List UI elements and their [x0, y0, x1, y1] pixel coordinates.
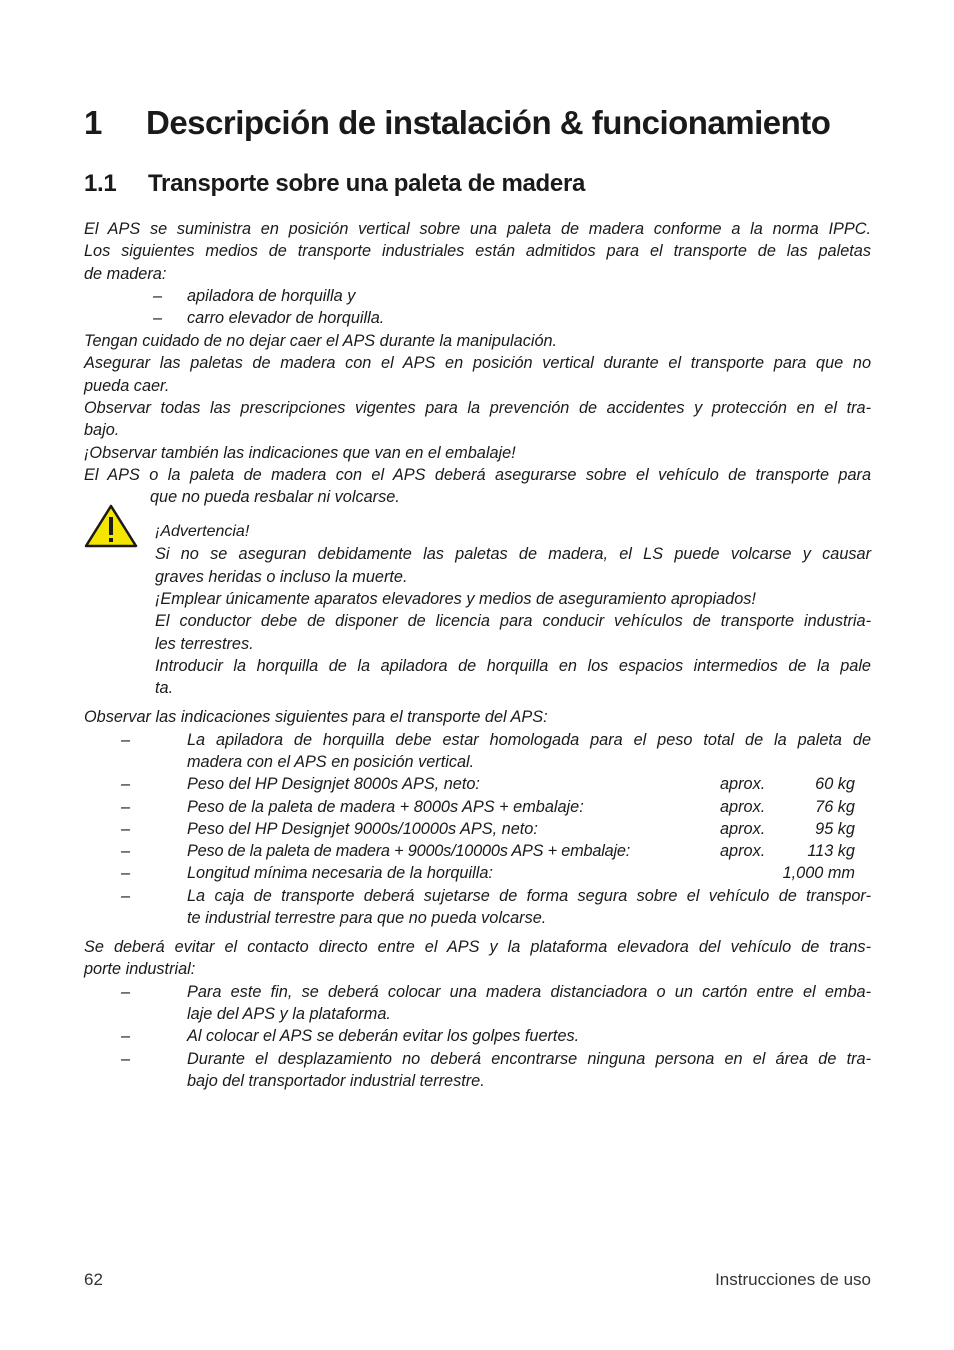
warning-line: les terrestres.	[155, 635, 254, 653]
list-item: carro elevador de horquilla.	[187, 309, 385, 327]
list-item: La caja de transporte deberá sujetarse de forma segura sobre el vehículo de transpor-	[187, 887, 871, 905]
list-item: bajo del transportador industrial terrestre.	[187, 1072, 485, 1090]
weight-approx: aprox.	[720, 820, 766, 838]
paragraph-line: bajo.	[84, 421, 120, 439]
weight-approx: aprox.	[720, 775, 766, 793]
warning-title: ¡Advertencia!	[155, 523, 250, 540]
list-dash: –	[121, 983, 131, 1001]
warning-line: El conductor debe de disponer de licencia para conducir vehículos de transporte industria-	[155, 612, 871, 630]
warning-line: ta.	[155, 679, 174, 697]
subsection-title: Transporte sobre una paleta de madera	[148, 170, 586, 197]
paragraph-line: Se deberá evitar el contacto directo entre el APS y la plataforma elevadora del vehículo de trans-	[84, 938, 871, 956]
list-dash: –	[121, 1050, 131, 1068]
list-item: laje del APS y la plataforma.	[187, 1005, 391, 1023]
list-dash: –	[121, 887, 131, 905]
weight-label: Peso del HP Designjet 8000s APS, neto:	[187, 775, 480, 793]
paragraph-line: El APS o la paleta de madera con el APS deberá asegurarse sobre el vehículo de transporte para	[84, 466, 871, 484]
list-dash: –	[121, 798, 131, 816]
weight-value: 113 kg	[807, 842, 855, 860]
list-item: Durante el desplazamiento no deberá encontrarse ninguna persona en el área de tra-	[187, 1050, 871, 1068]
paragraph-line: Asegurar las paletas de madera con el APS en posición vertical durante el transporte para que no	[84, 354, 871, 372]
notes-intro: Observar las indicaciones siguientes para el transporte del APS:	[84, 708, 548, 726]
paragraph-line: porte industrial:	[84, 960, 196, 978]
section-title: Descripción de instalación & funcionamiento	[146, 104, 831, 141]
warning-line: Si no se aseguran debidamente las paletas de madera, el LS puede volcarse y causar	[155, 545, 871, 563]
paragraph-line: Tengan cuidado de no dejar caer el APS durante la manipulación.	[84, 332, 558, 350]
list-dash: –	[121, 820, 131, 838]
weight-value: 95 kg	[815, 820, 855, 838]
list-item: Al colocar el APS se deberán evitar los golpes fuertes.	[187, 1027, 580, 1045]
paragraph-line: Observar todas las prescripciones vigentes para la prevención de accidentes y protección en el tra-	[84, 399, 871, 417]
document-title: Instrucciones de uso	[715, 1270, 871, 1289]
page-number: 62	[84, 1270, 103, 1289]
warning-line: graves heridas o incluso la muerte.	[155, 568, 408, 586]
list-item: La apiladora de horquilla debe estar homologada para el peso total de la paleta de	[187, 731, 871, 749]
fork-length-value: 1,000 mm	[782, 864, 855, 882]
warning-line: ¡Emplear únicamente aparatos elevadores y medios de aseguramiento apropiados!	[155, 590, 756, 608]
list-dash: –	[153, 287, 163, 305]
list-dash: –	[121, 775, 131, 793]
list-dash: –	[121, 864, 131, 882]
subsection-number: 1.1	[84, 170, 117, 197]
weight-value: 60 kg	[815, 775, 855, 793]
weight-approx: aprox.	[720, 842, 766, 860]
subsection-heading	[84, 170, 585, 198]
paragraph-line: que no pueda resbalar ni volcarse.	[150, 488, 400, 506]
paragraph-line: ¡Observar también las indicaciones que van en el embalaje!	[84, 444, 516, 462]
section-heading	[84, 104, 830, 142]
paragraph-line: pueda caer.	[84, 377, 170, 395]
intro-line: Los siguientes medios de transporte industriales están admitidos para el transporte de las paletas	[84, 242, 871, 260]
weight-approx: aprox.	[720, 798, 766, 816]
section-number: 1	[84, 104, 102, 141]
fork-length-label: Longitud mínima necesaria de la horquilla:	[187, 864, 493, 882]
weight-label: Peso de la paleta de madera + 8000s APS + embalaje:	[187, 798, 584, 816]
list-dash: –	[121, 842, 131, 860]
weight-label: Peso del HP Designjet 9000s/10000s APS, neto:	[187, 820, 538, 838]
list-item: madera con el APS en posición vertical.	[187, 753, 475, 771]
list-dash: –	[153, 309, 163, 327]
weight-value: 76 kg	[815, 798, 855, 816]
warning-triangle-icon	[84, 504, 138, 548]
list-dash: –	[121, 1027, 131, 1045]
list-item: Para este fin, se deberá colocar una madera distanciadora o un cartón entre el emba-	[187, 983, 871, 1001]
list-item: te industrial terrestre para que no pueda volcarse.	[187, 909, 547, 927]
list-dash: –	[121, 731, 131, 749]
intro-line: El APS se suministra en posición vertical sobre una paleta de madera conforme a la norma IPPC.	[84, 220, 871, 238]
warning-line: Introducir la horquilla de la apiladora de horquilla en los espacios intermedios de la pale	[155, 657, 871, 675]
weight-label: Peso de la paleta de madera + 9000s/10000s APS + embalaje:	[187, 842, 631, 860]
list-item: apiladora de horquilla y	[187, 287, 356, 305]
intro-line: de madera:	[84, 265, 167, 283]
